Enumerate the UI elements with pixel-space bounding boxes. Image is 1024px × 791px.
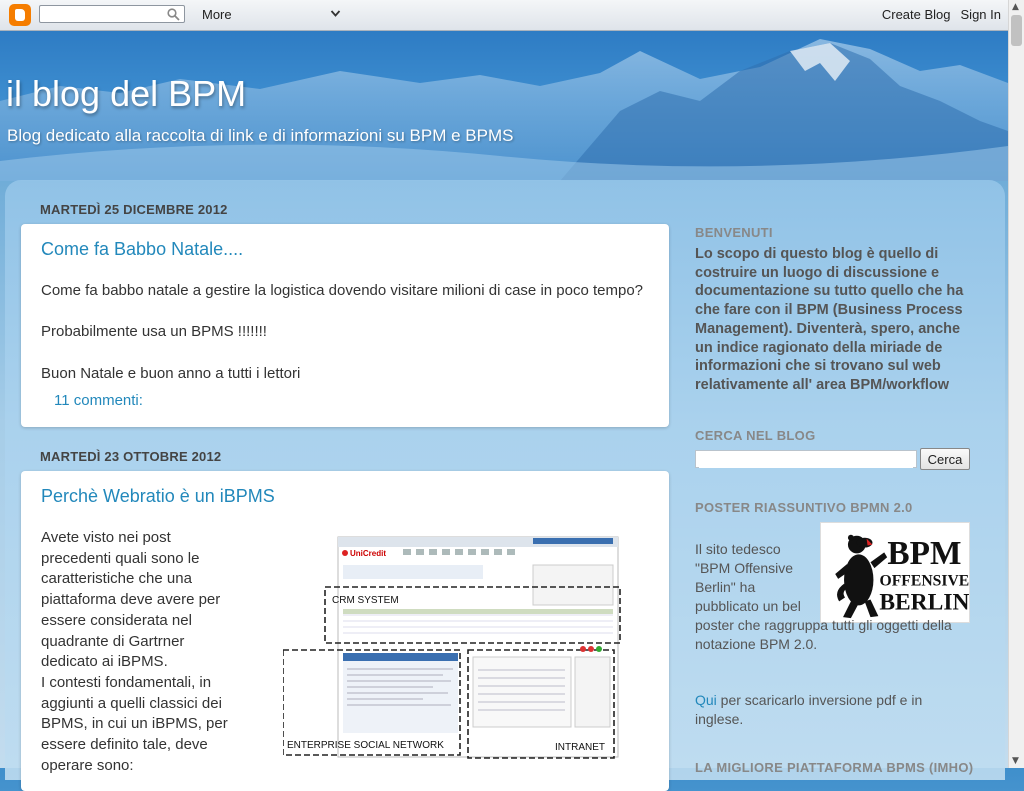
blog-title[interactable]: il blog del BPM: [6, 73, 247, 114]
svg-text:BPM: BPM: [887, 535, 962, 573]
post-title-link[interactable]: Come fa Babbo Natale....: [41, 239, 244, 259]
post-date-header: MARTEDÌ 23 OTTOBRE 2012: [40, 449, 222, 464]
blog-description: Blog dedicato alla raccolta di link e di informazioni su BPM e BPMS: [7, 126, 514, 145]
navbar-search-input[interactable]: [44, 7, 168, 23]
blogger-navbar: [0, 0, 1008, 31]
poster-description-continuation: poster che raggruppa tutti gli oggetti della notazione BPM 2.0.: [695, 617, 952, 652]
page-scrollbar[interactable]: [1008, 0, 1024, 768]
scroll-down-arrow-icon[interactable]: ▼: [1012, 756, 1019, 766]
poster-download-link[interactable]: Qui: [695, 692, 717, 708]
post-paragraph: Buon Natale e buon anno a tutti i lettori: [41, 365, 301, 382]
widget-title-best-platform: LA MIGLIORE PIATTAFORMA BPMS (IMHO): [695, 760, 974, 775]
post-title-link[interactable]: Perchè Webratio è un iBPMS: [41, 486, 275, 506]
intranet-label: INTRANET: [555, 742, 605, 753]
post-text-line: dedicato ai iBPMS.: [41, 653, 168, 671]
crm-system-label: CRM SYSTEM: [332, 595, 399, 606]
search-icon[interactable]: [167, 8, 180, 21]
post-paragraph: Probabilmente usa un BPMS !!!!!!!: [41, 323, 267, 340]
svg-text:OFFENSIVE: OFFENSIVE: [879, 572, 970, 590]
widget-title-search: CERCA NEL BLOG: [695, 428, 816, 443]
navbar-search-box[interactable]: [39, 5, 185, 23]
scrollbar-thumb[interactable]: [1011, 15, 1022, 46]
blogger-logo-icon[interactable]: [9, 4, 31, 26]
post-text-line: operare sono:: [41, 756, 134, 774]
post-text-line: BPMS, in cui un iBPMS, per: [41, 715, 228, 733]
unicredit-brand: UniCredit: [350, 549, 386, 558]
post-card: [21, 224, 669, 427]
svg-text:BERLIN: BERLIN: [879, 589, 970, 616]
chevron-down-icon[interactable]: [330, 7, 341, 21]
poster-description-text: Il sito tedesco "BPM Offensive Berlin" ha pubblicato un bel poster che raggruppa tutti gli oggetti della notazione BPM 2.0.: [695, 540, 965, 654]
post-text-line: aggiunti a quelli classici dei: [41, 694, 222, 712]
blog-header: [0, 31, 1008, 181]
welcome-text: Lo scopo di questo blog è quello di costruire un luogo di discussione e documentazione su tutto quello che ha che fare con il BPM (Business Process Management). Diventerà, spero, anche un indice ragionato della miriade de informazioni che si trovano sul web relativamente all' area BPM/workflow: [695, 246, 964, 393]
widget-title-poster: POSTER RIASSUNTIVO BPMN 2.0: [695, 500, 913, 515]
post-text-line: caratteristiche che una: [41, 570, 192, 588]
post-text-line: Avete visto nei post: [41, 529, 171, 546]
more-menu-button[interactable]: More: [202, 7, 232, 22]
crm-screenshot-image[interactable]: [283, 535, 623, 760]
content-area: [5, 180, 1005, 780]
post-text-line: quadrante di Gartrner: [41, 632, 185, 650]
social-network-label: ENTERPRISE SOCIAL NETWORK: [287, 740, 444, 751]
post-body-text: [41, 528, 241, 776]
post-text-line: I contesti fondamentali, in: [41, 673, 212, 691]
post-text-line: essere considerata nel: [41, 611, 192, 629]
blog-search-box[interactable]: [695, 450, 917, 468]
post-text-line: essere definito tale, deve: [41, 736, 208, 754]
sign-in-link[interactable]: Sign In: [960, 7, 1001, 22]
post-card: [21, 471, 669, 791]
comments-link[interactable]: 11 commenti:: [54, 392, 143, 409]
post-text-line: piattaforma deve avere per: [41, 591, 221, 609]
blog-search-input[interactable]: [699, 452, 913, 468]
search-button[interactable]: Cerca: [920, 448, 970, 470]
post-date-header: MARTEDÌ 25 DICEMBRE 2012: [40, 202, 228, 217]
post-paragraph: Come fa babbo natale a gestire la logistica dovendo visitare milioni di case in poco tempo?: [41, 282, 644, 299]
post-text-line: precedenti quali sono le: [41, 549, 200, 567]
create-blog-link[interactable]: Create Blog: [881, 7, 951, 22]
poster-download-text: Qui per scaricarlo inversione pdf e in inglese.: [695, 692, 923, 727]
scroll-up-arrow-icon[interactable]: ▲: [1012, 2, 1019, 12]
widget-title-welcome: BENVENUTI: [695, 225, 773, 240]
